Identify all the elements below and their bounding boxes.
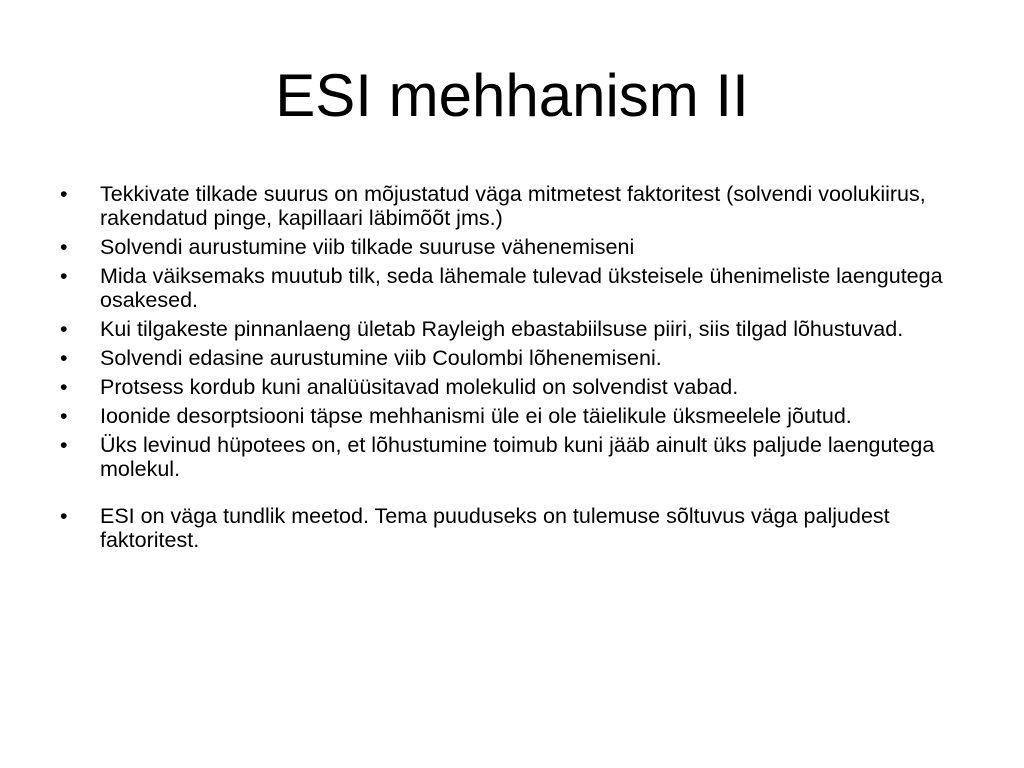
bullet-list: [60, 182, 970, 557]
bullet-item: [60, 264, 970, 312]
bullet-text: Solvendi edasine aurustumine viib Coulombi lõhenemiseni.: [100, 346, 662, 370]
slide-title: ESI mehhanism II: [275, 62, 749, 129]
bullet-item: [60, 317, 970, 341]
bullet-item: [60, 235, 970, 259]
bullet-text: Ioonide desorptsiooni täpse mehhanismi üle ei ole täielikule üksmeelele jõutud.: [100, 404, 852, 428]
bullet-item: [60, 346, 970, 370]
bullet-text: Protsess kordub kuni analüüsitavad molekulid on solvendist vabad.: [100, 375, 739, 399]
bullet-item: [60, 375, 970, 399]
bullet-dot-icon: •: [60, 235, 68, 259]
bullet-dot-icon: •: [60, 433, 68, 457]
bullet-item: [60, 404, 970, 428]
bullet-text: Üks levinud hüpotees on, et lõhustumine toimub kuni jääb ainult üks paljude laengutega molekul.: [100, 433, 935, 481]
bullet-dot-icon: •: [60, 504, 68, 528]
bullet-dot-icon: •: [60, 317, 68, 341]
bullet-text: ESI on väga tundlik meetod. Tema puuduseks on tulemuse sõltuvus väga paljudest faktoritest.: [100, 504, 890, 552]
bullet-dot-icon: •: [60, 264, 68, 288]
bullet-text: Solvendi aurustumine viib tilkade suuruse vähenemiseni: [100, 235, 635, 259]
bullet-text: Tekkivate tilkade suurus on mõjustatud väga mitmetest faktoritest (solvendi voolukiirus, rakendatud pinge, kapillaari läbimõõt jms.): [100, 182, 926, 230]
bullet-text: Kui tilgakeste pinnanlaeng ületab Rayleigh ebastabiilsuse piiri, siis tilgad lõhustuvad.: [100, 317, 904, 341]
bullet-text: Mida väiksemaks muutub tilk, seda lähemale tulevad üksteisele ühenimeliste laengutega osakesed.: [100, 264, 943, 312]
bullet-dot-icon: •: [60, 375, 68, 399]
bullet-item: [60, 504, 970, 552]
bullet-dot-icon: •: [60, 182, 68, 206]
bullet-dot-icon: •: [60, 404, 68, 428]
bullet-dot-icon: •: [60, 346, 68, 370]
bullet-item: [60, 433, 970, 481]
bullet-item: [60, 182, 970, 230]
